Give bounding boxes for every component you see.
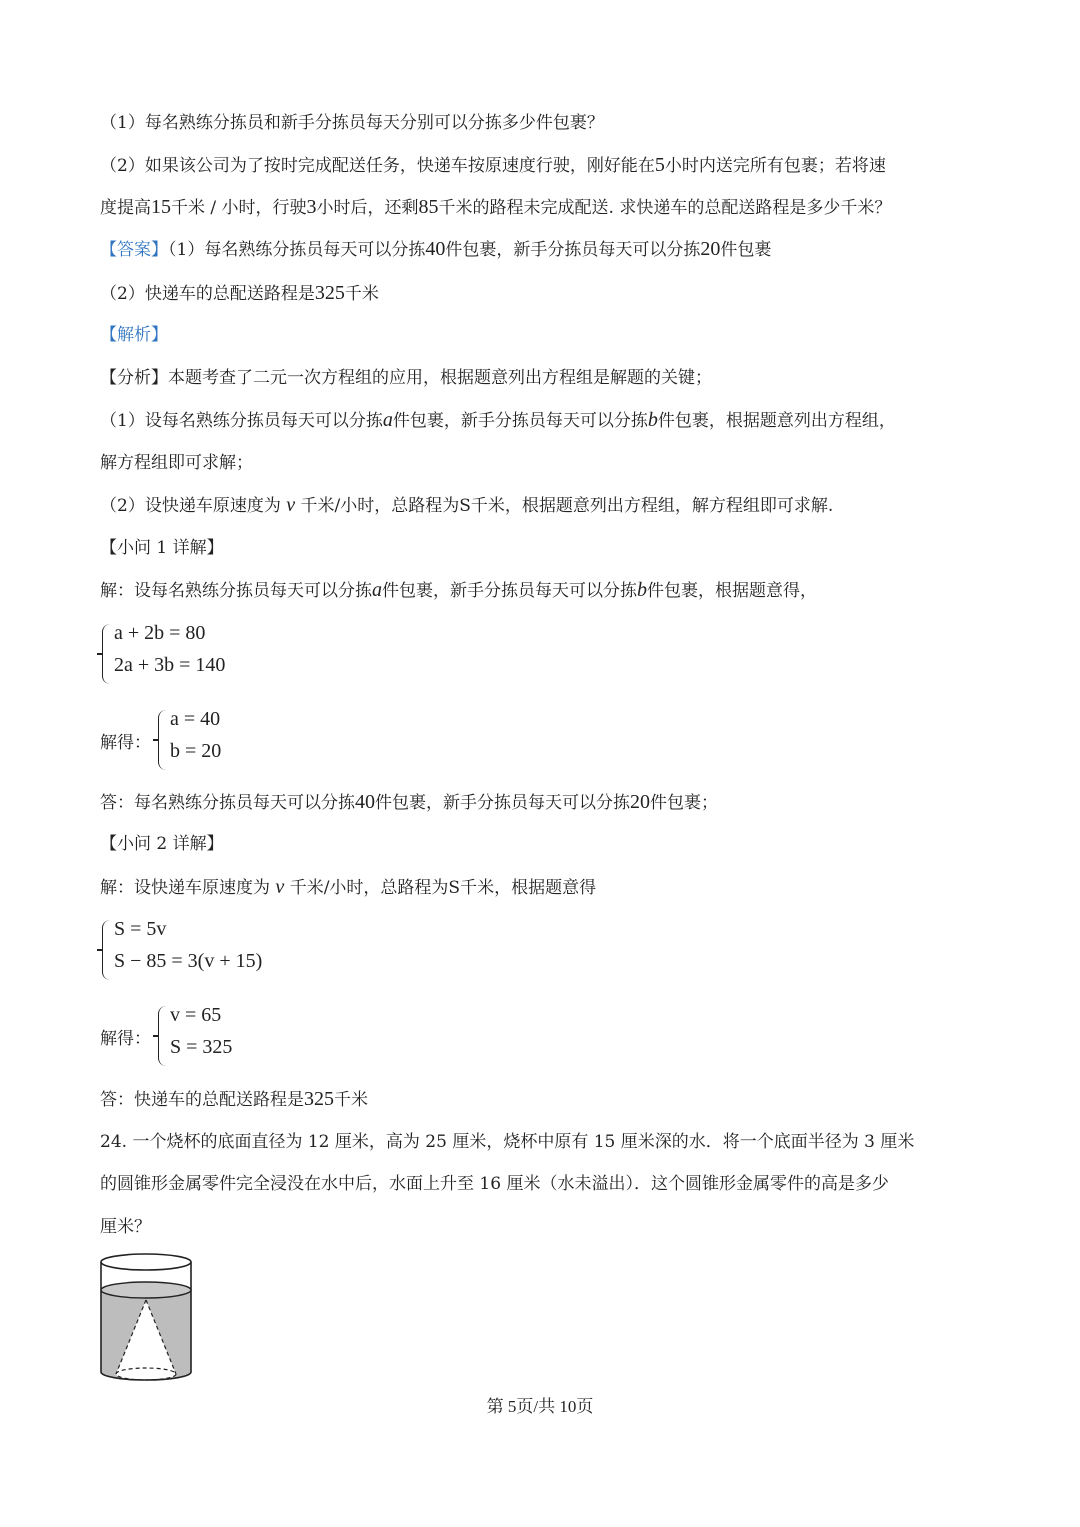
sub2-setup: 解：设快递车原速度为 v 千米/小时，总路程为S千米，根据题意得 [100, 876, 597, 898]
brace [102, 624, 110, 684]
sub2-title: 【小问 2 详解】 [100, 834, 224, 854]
sub1-sol1: a = 40 [170, 708, 221, 730]
sub2-sol2: S = 325 [170, 1036, 233, 1058]
sub1-answer: 答：每名熟练分拣员每天可以分拣40件包裹，新手分拣员每天可以分拣20件包裹； [100, 791, 718, 813]
q24-line1: 24. 一个烧杯的底面直径为 12 厘米，高为 25 厘米，烧杯中原有 15 厘米深的水．将一个底面半径为 3 厘米 [100, 1132, 915, 1152]
sub1-title: 【小问 1 详解】 [100, 538, 224, 558]
beaker-rim [101, 1254, 191, 1270]
q23-part2-line2: 度提高15千米 / 小时，行驶3小时后，还剩85千米的路程未完成配送. 求快递车的总配送路程是多少千米？ [100, 196, 892, 218]
analysis-fenxi: 【分析】本题考查了二元一次方程组的应用，根据题意列出方程组是解题的关键； [100, 368, 712, 388]
brace [158, 1006, 166, 1066]
q24-line3: 厘米？ [100, 1217, 151, 1237]
analysis-part1-line2: 解方程组即可求解； [100, 453, 253, 473]
answer-line1: 【答案】（1）每名熟练分拣员每天可以分拣40件包裹，新手分拣员每天可以分拣20件包裹 [100, 238, 772, 260]
sub1-solve-label: 解得： [100, 733, 151, 753]
sub1-eq2: 2a + 3b = 140 [114, 654, 226, 676]
q24-line2: 的圆锥形金属零件完全浸没在水中后，水面上升至 16 厘米（水未溢出）．这个圆锥形金属零件的高是多少 [100, 1174, 889, 1194]
sub1-sol2: b = 20 [170, 740, 222, 762]
q23-part2-line1: （2）如果该公司为了按时完成配送任务，快递车按原速度行驶，刚好能在5小时内送完所有包裹；若将速 [100, 154, 886, 176]
sub2-sol1: v = 65 [170, 1004, 222, 1026]
beaker-cone-figure [96, 1252, 196, 1388]
brace [158, 710, 166, 770]
analysis-tag: 【解析】 [100, 325, 168, 345]
sub2-solve-label: 解得： [100, 1029, 151, 1049]
sub2-eq1: S = 5v [114, 918, 167, 940]
sub2-eq2: S − 85 = 3(v + 15) [114, 950, 263, 972]
q23-part1: （1）每名熟练分拣员和新手分拣员每天分别可以分拣多少件包裹？ [100, 113, 604, 133]
analysis-part2: （2）设快递车原速度为 v 千米/小时，总路程为S千米，根据题意列出方程组，解方程组即可求解. [100, 494, 834, 516]
water-surface [101, 1282, 191, 1298]
answer-tag: 【答案】 [100, 240, 168, 260]
analysis-part1-line1: （1）设每名熟练分拣员每天可以分拣a件包裹，新手分拣员每天可以分拣b件包裹，根据题意列出方程组， [100, 409, 896, 431]
page-footer: 第 5页/共 10页 [486, 1397, 594, 1416]
brace [102, 920, 110, 980]
sub2-answer: 答：快递车的总配送路程是325千米 [100, 1088, 368, 1110]
answer-line2: （2）快递车的总配送路程是325千米 [100, 282, 379, 304]
sub1-setup: 解：设每名熟练分拣员每天可以分拣a件包裹，新手分拣员每天可以分拣b件包裹，根据题意得， [100, 579, 817, 601]
sub1-eq1: a + 2b = 80 [114, 622, 206, 644]
